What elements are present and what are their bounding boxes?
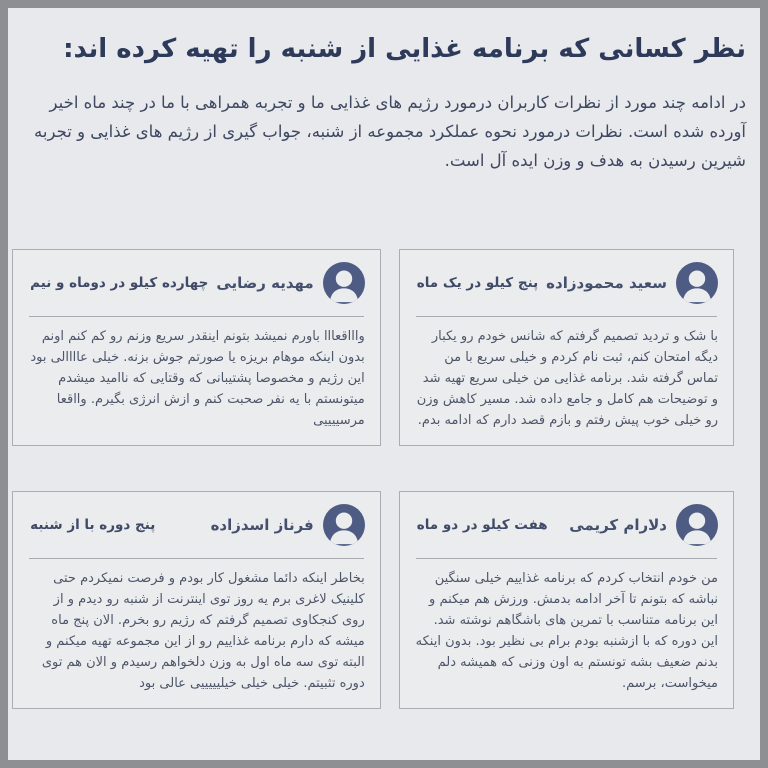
card-divider [416,558,717,559]
person-identity [546,262,718,304]
testimonial-card [399,249,734,446]
person-name: مهدیه رضایی [216,274,314,292]
person-result: پنج دوره با از شنبه [30,517,156,533]
testimonial-card [12,249,381,446]
person-result: پنج کیلو در یک ماه [416,275,539,291]
testimonial-text: بخاطر اینکه دائما مشغول کار بودم و فرصت نمیکردم حتی کلینیک لاغری برم یه روز توی اینترنت از شنبه رو دیدم و از روی کنجکاوی تصمیم گرفتم که رژیم رو بخرم. الان پنج ماه میشه که دارم برنامه غذاییم رو از این مجموعه تهیه میکنم و البته توی سه ماه اول به وزن دلخواهم رسیدم و الان هم توی دوره تثبیتم. خیلی خیلی خیلیییییی عالی بود [41,571,365,691]
card-divider [29,316,364,317]
person-result: هفت کیلو در دو ماه [416,517,548,533]
testimonials-grid [30,249,734,709]
testimonial-text: من خودم انتخاب کردم که برنامه غذاییم خیلی سنگین نباشه که بتونم تا آخر ادامه بدمش. ورزش هم میکنم و این برنامه متناسب با تمرین های باشگاهم نوشته شد. این دوره که با ازشنبه بودم برام بی نظیر بود. بدون اینکه بدنم ضعیف بشه تونستم به اون وزنی که همیشه دلم میخواست، برسم. [415,571,718,691]
card-header [28,504,365,546]
person-name: دلارام کریمی [569,516,667,534]
person-avatar-icon [323,504,365,546]
card-divider [29,558,364,559]
person-avatar-icon [676,504,718,546]
person-result: چهارده کیلو در دوماه و نیم [30,275,209,291]
person-name: فرناز اسدزاده [210,516,314,534]
testimonial-text: با شک و تردید تصمیم گرفتم که شانس خودم رو یکبار دیگه امتحان کنم، ثبت نام کردم و خیلی سریع با من تماس گرفته شد. برنامه غذایی من خیلی سریع تهیه شد و توضیحات هم کامل و جامع داده شد. مسیر کاهش وزن رو خیلی خوب پیش رفتم و بازم قصد دارم که ادامه بدم. [416,329,718,428]
person-identity [569,504,718,546]
testimonial-card [399,491,734,709]
card-header [28,262,365,304]
person-identity [211,504,365,546]
person-avatar-icon [676,262,718,304]
card-divider [416,316,717,317]
person-identity [216,262,364,304]
person-name: سعید محمودزاده [546,274,667,292]
page-title: نظر کسانی که برنامه غذایی از شنبه را تهیه کرده اند: [63,34,746,64]
card-header [415,262,718,304]
person-avatar-icon [323,262,365,304]
card-header [415,504,718,546]
testimonial-card [12,491,381,709]
testimonial-text: واااقعااا باورم نمیشد بتونم اینقدر سریع وزنم رو کم کنم اونم بدون اینکه موهام بریزه یا صورتم جوش بزنه. خیلی عاااالی بود این رژیم و مخصوصا پشتیبانی که وقتایی که ناامید میشدم میتونستم با یه نفر صحبت کنم و ازش انرژی بگیرم. وااقعا مرسییییی [30,329,365,428]
intro-paragraph: در ادامه چند مورد از نظرات کاربران درمورد رژیم های غذایی ما و تجربه همراهی با ما در چند ماه اخیر آورده شده است. نظرات درمورد نحوه عملکرد مجموعه از شنبه، جواب گیری از رژیم های غذایی و تجربه شیرین رسیدن به هدف و وزن ایده آل است. [34,93,746,170]
